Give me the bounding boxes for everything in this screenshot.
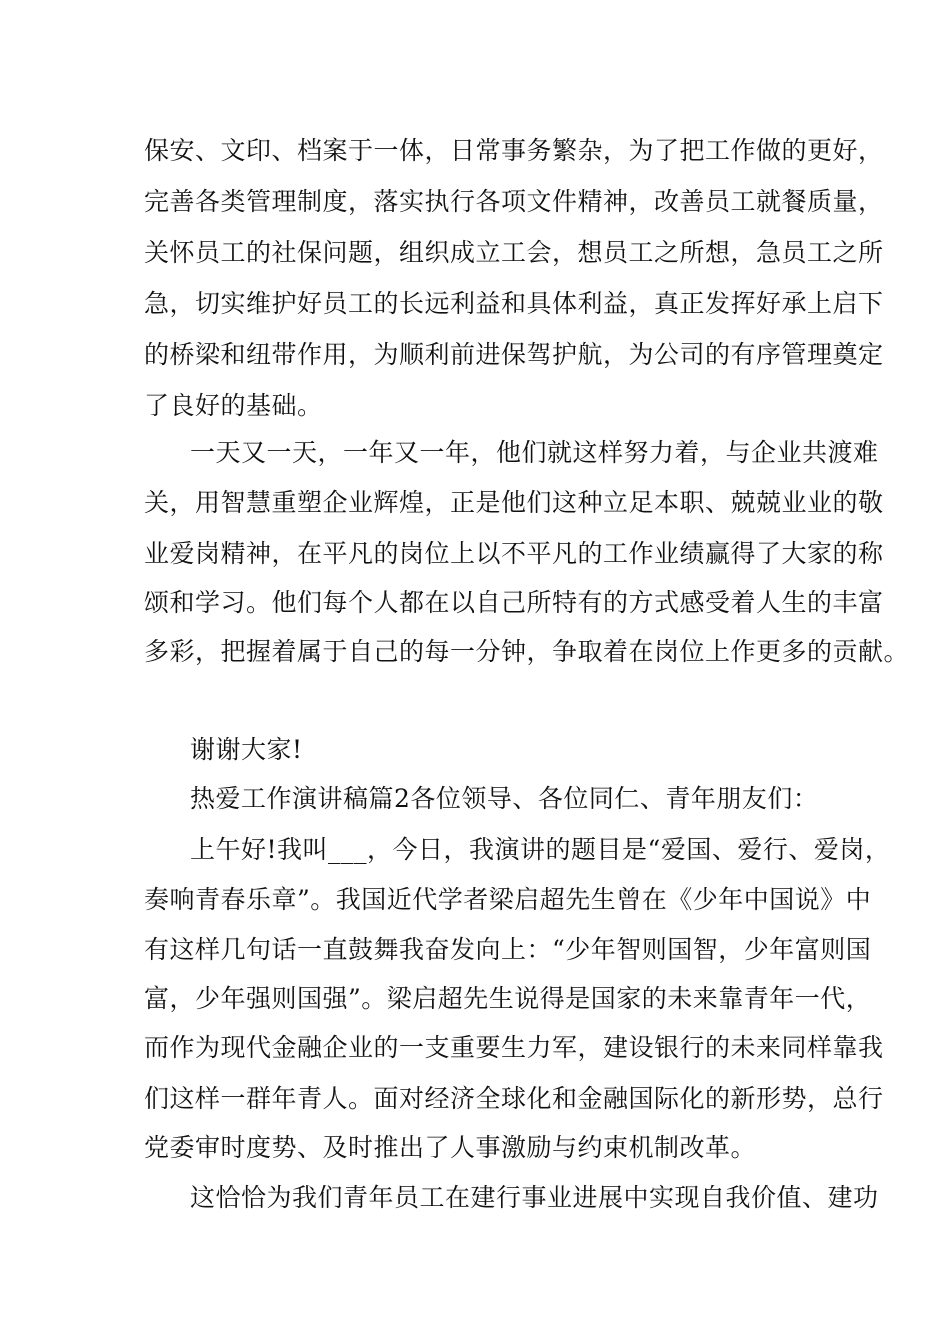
text-line: 关怀员工的社保问题，组织成立工会，想员工之所想，急员工之所 [144,238,884,267]
text-line: 而作为现代金融企业的一支重要生力军，建设银行的未来同样靠我 [144,1033,884,1062]
text-line: 多彩，把握着属于自己的每一分钟，争取着在岗位上作更多的贡献。 [144,637,910,666]
text-line: 急，切实维护好员工的长远利益和具体利益，真正发挥好承上启下 [144,289,884,318]
text-line: 保安、文印、档案于一体，日常事务繁杂，为了把工作做的更好， [144,136,884,165]
text-line: 奏响青春乐章”。我国近代学者梁启超先生曾在《少年中国说》中 [144,885,872,914]
text-line: 了良好的基础。 [144,391,323,420]
text-line: 业爱岗精神，在平凡的岗位上以不平凡的工作业绩赢得了大家的称 [144,539,884,568]
text-line: 完善各类管理制度，落实执行各项文件精神，改善员工就餐质量， [144,187,884,216]
text-line: 关，用智慧重塑企业辉煌，正是他们这种立足本职、兢兢业业的敬 [144,488,884,517]
text-line: 有这样几句话一直鼓舞我奋发向上：“少年智则国智，少年富则国 [144,935,872,964]
text-line: 们这样一群年青人。面对经济全球化和金融国际化的新形势，总行 [144,1084,884,1113]
text-line: 富，少年强则国强”。梁启超先生说得是国家的未来靠青年一代， [144,984,872,1013]
text-line: 一天又一天，一年又一年，他们就这样努力着，与企业共渡难 [190,438,879,467]
text-line: 这恰恰为我们青年员工在建行事业进展中实现自我价值、建功 [190,1183,879,1212]
text-line: 颂和学习。他们每个人都在以自己所特有的方式感受着人生的丰富 [144,588,884,617]
closing-line: 谢谢大家! [190,735,303,764]
text-line: 上午好!我叫___，今日，我演讲的题目是“爱国、爱行、爱岗， [190,835,891,864]
section-heading: 热爱工作演讲稿篇2各位领导、各位同仁、青年朋友们： [190,784,819,813]
text-line: 的桥梁和纽带作用，为顺利前进保驾护航，为公司的有序管理奠定 [144,340,884,369]
text-line: 党委审时度势、及时推出了人事激励与约束机制改革。 [144,1133,757,1162]
